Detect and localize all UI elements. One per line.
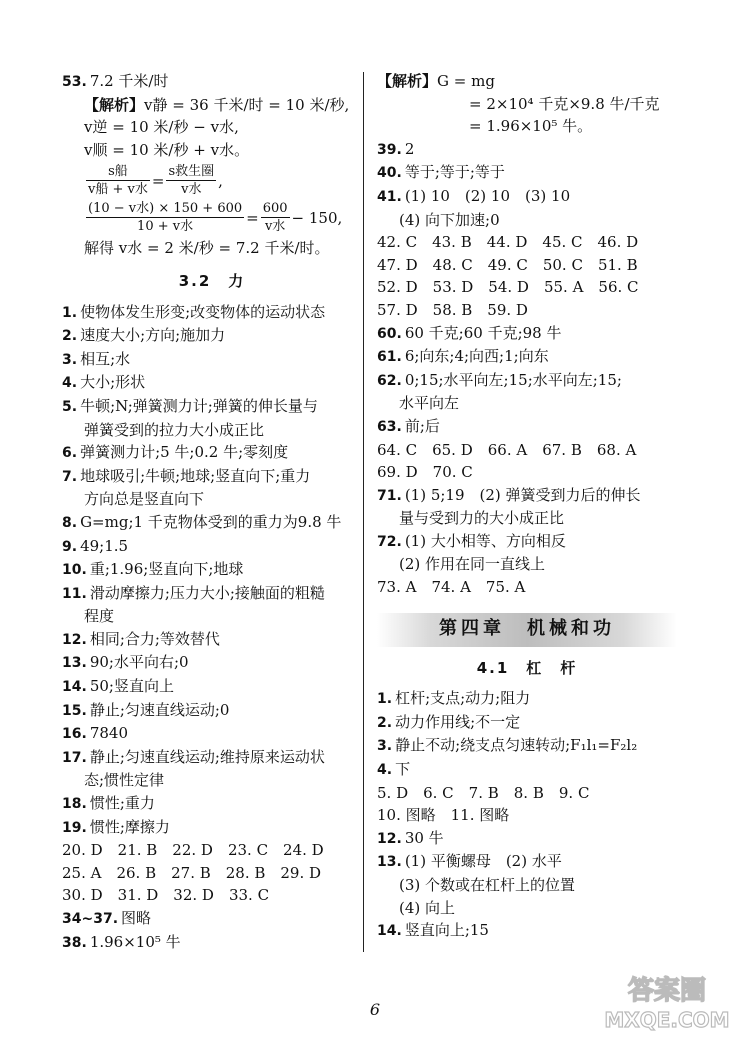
answer-item [377, 161, 677, 185]
right-answer-list [377, 138, 677, 599]
answer-item [377, 254, 677, 277]
question-number: 60. [377, 325, 402, 342]
question-number: 14. [62, 679, 87, 696]
question-number: 61. [377, 349, 402, 366]
denominator: v水 [181, 182, 202, 198]
answer-text: 25. A 26. B 27. B 28. B 29. D [62, 863, 322, 882]
answer-text: 弹簧受到的拉力大小成正比 [84, 420, 265, 439]
answer-text: 水平向左 [399, 394, 460, 413]
answer-text: 7.2 千米/时 [89, 72, 169, 90]
fraction [86, 163, 150, 198]
answer-item [62, 651, 362, 675]
question-number: 39. [377, 141, 402, 158]
answer-item [62, 395, 362, 419]
answer-item [62, 441, 362, 465]
question-number: 1. [62, 304, 78, 321]
analysis-line-1 [62, 94, 362, 117]
question-number: 2. [377, 714, 393, 731]
right-answer-list-2 [377, 687, 677, 943]
question-number: 12. [62, 631, 87, 648]
answer-item [377, 322, 677, 346]
answer-item [377, 758, 677, 782]
answer-text: 64. C 65. D 66. A 67. B 68. A [377, 440, 637, 459]
answer-item [62, 675, 362, 699]
answer-item [377, 782, 677, 805]
denominator: v水 [264, 219, 286, 235]
fraction [166, 163, 216, 198]
analysis-line-4: 解得 v水 = 2 米/秒 = 7.2 千米/时。 [84, 239, 330, 258]
fraction [261, 200, 290, 235]
answer-text: 动力作用线;不一定 [395, 712, 521, 731]
question-number: 10. [62, 562, 87, 579]
answer-text: (4) 向下加速;0 [399, 210, 500, 229]
section-title-4-1: 4.1 杠 杆 [476, 658, 578, 677]
answer-item [377, 897, 677, 920]
answer-text: (1) 大小相等、方向相反 [404, 531, 566, 550]
answer-item [377, 553, 677, 576]
question-number: 15. [62, 702, 87, 719]
answer-text: (1) 10 (2) 10 (3) 10 [404, 186, 571, 205]
answer-text: 49;1.5 [80, 536, 129, 555]
answer-item [62, 511, 362, 535]
answer-item [377, 804, 677, 827]
answer-item [62, 535, 362, 559]
answer-item [377, 874, 677, 897]
numerator: s船 [86, 163, 150, 181]
answer-item [377, 919, 677, 943]
question-number: 4. [377, 762, 393, 779]
answer-item [377, 185, 677, 209]
answer-text: 态;惯性定律 [84, 771, 165, 790]
answer-text: 10. 图略 11. 图略 [377, 806, 510, 825]
answer-text: 惯性;摩擦力 [89, 817, 170, 836]
answer-item [377, 827, 677, 851]
answer-item [377, 392, 677, 415]
question-number: 11. [62, 585, 87, 602]
equation-row-2 [62, 200, 362, 235]
fraction [86, 200, 244, 235]
watermark-text-2: MXQE.COM [604, 1008, 730, 1032]
question-number: 7. [62, 468, 78, 485]
answer-text: 静止;匀速直线运动;0 [89, 700, 230, 719]
answer-item [62, 605, 362, 628]
answer-item [377, 576, 677, 599]
answer-text: 静止;匀速直线运动;维持原来运动状 [89, 747, 325, 766]
answer-item [62, 628, 362, 652]
question-number: 17. [62, 749, 87, 766]
answer-text: 竖直向上;15 [404, 921, 489, 940]
question-number: 4. [62, 375, 78, 392]
watermark-logo [592, 967, 742, 1037]
answer-item [377, 439, 677, 462]
answer-text: (1) 5;19 (2) 弹簧受到力后的伸长 [404, 485, 641, 504]
analysis-38-line-3: = 1.96×10⁵ 牛。 [469, 117, 593, 136]
answer-text: 90;水平向右;0 [89, 653, 189, 672]
answer-item [62, 839, 362, 862]
answer-item [62, 746, 362, 770]
answer-text: 5. D 6. C 7. B 8. B 9. C [377, 783, 590, 802]
question-number: 6. [62, 445, 78, 462]
answer-text: 速度大小;方向;施加力 [80, 326, 226, 345]
column-divider [363, 72, 364, 952]
answer-item [377, 530, 677, 554]
answer-text: 图略 [121, 909, 152, 927]
answer-item [377, 276, 677, 299]
question-number: 16. [62, 726, 87, 743]
answer-item [62, 862, 362, 885]
answer-text: 30. D 31. D 32. D 33. C [62, 886, 270, 905]
question-number: 3. [377, 738, 393, 755]
answer-text: 静止不动;绕支点匀速转动;F₁l₁=F₂l₂ [395, 736, 638, 755]
question-number: 41. [377, 188, 402, 205]
analysis-tag: 【解析】 [84, 95, 145, 114]
answer-item [62, 348, 362, 372]
question-number: 2. [62, 328, 78, 345]
equation-tail: − 150, [291, 208, 343, 227]
answer-text: 7840 [89, 724, 128, 743]
answer-item [62, 301, 362, 325]
answer-text: 滑动摩擦力;压力大小;接触面的粗糙 [89, 583, 325, 602]
answer-item [377, 711, 677, 735]
answer-item [62, 488, 362, 511]
answer-item [377, 138, 677, 162]
answer-text: 20. D 21. B 22. D 23. C 24. D [62, 841, 324, 860]
answer-text: 30 牛 [404, 828, 444, 847]
answer-text: 52. D 53. D 54. D 55. A 56. C [377, 278, 639, 297]
answer-text: 程度 [84, 607, 115, 626]
answer-item [377, 209, 677, 232]
question-number: 13. [377, 854, 402, 871]
answer-item [62, 419, 362, 442]
answer-item [62, 792, 362, 816]
equals-sign: = [246, 208, 259, 227]
equation-row-1 [62, 163, 362, 198]
answer-text: 相互;水 [80, 349, 131, 368]
question-number: 72. [377, 533, 402, 550]
question-number: 3. [62, 351, 78, 368]
question-number: 12. [377, 830, 402, 847]
left-column [62, 70, 362, 954]
question-number: 13. [62, 655, 87, 672]
answer-text: 2 [404, 139, 415, 158]
question-number: 9. [62, 538, 78, 555]
equals-sign: = [151, 171, 165, 190]
answer-text: 地球吸引;牛顿;地球;竖直向下;重力 [80, 466, 311, 485]
answer-item [377, 369, 677, 393]
answer-text: 杠杆;支点;动力;阻力 [395, 689, 531, 708]
denominator: 10 + v水 [137, 219, 194, 235]
answer-item [377, 345, 677, 369]
analysis-text: v静 = 36 千米/时 = 10 米/秒, [144, 95, 350, 114]
chapter-banner: 第四章 机械和功 [377, 613, 677, 647]
answer-item [377, 461, 677, 484]
analysis-tag: 【解析】 [377, 72, 438, 90]
answer-text: 下 [395, 760, 411, 779]
question-number: 38. [62, 934, 87, 951]
answer-text: 1.96×10⁵ 牛 [89, 932, 181, 951]
right-column [377, 70, 677, 943]
question-number: 63. [377, 418, 402, 435]
analysis-line-3: v顺 = 10 米/秒 + v水。 [84, 140, 250, 159]
numerator: s救生圈 [168, 164, 215, 180]
answer-text: 牛顿;N;弹簧测力计;弹簧的伸长量与 [80, 396, 318, 415]
answer-text: 使物体发生形变;改变物体的运动状态 [80, 302, 326, 321]
answer-text: 等于;等于;等于 [404, 163, 505, 182]
answer-text: 73. A 74. A 75. A [377, 578, 526, 597]
answer-text: 大小;形状 [80, 373, 146, 392]
left-answer-list [62, 301, 362, 955]
question-number: 62. [377, 372, 402, 389]
question-number: 40. [377, 165, 402, 182]
numerator: (10 − v水) × 150 + 600 [88, 201, 243, 217]
answer-text: (3) 个数或在杠杆上的位置 [399, 876, 576, 894]
answer-text: 重;1.96;竖直向下;地球 [89, 560, 244, 579]
answer-item [377, 484, 677, 508]
answer-text: 69. D 70. C [377, 463, 473, 482]
analysis-line-2: v逆 = 10 米/秒 − v水, [84, 118, 239, 137]
answer-text: (1) 平衡螺母 (2) 水平 [404, 852, 562, 871]
answer-item [377, 415, 677, 439]
answer-text: G=mg;1 千克物体受到的重力为9.8 牛 [80, 512, 342, 531]
question-number: 8. [62, 514, 78, 531]
page-number: 6 [369, 1000, 381, 1019]
answer-item [62, 582, 362, 606]
answer-text: 0;15;水平向左;15;水平向左;15; [404, 370, 622, 389]
answer-text: (4) 向上 [399, 898, 456, 917]
answer-text: 42. C 43. B 44. D 45. C 46. D [377, 233, 639, 252]
answer-item [377, 299, 677, 322]
answer-item [62, 465, 362, 489]
answer-item [62, 371, 362, 395]
answer-text: (2) 作用在同一直线上 [399, 555, 546, 574]
answer-item [377, 687, 677, 711]
answer-text: 惯性;重力 [89, 794, 155, 813]
answer-53 [62, 70, 362, 94]
answer-text: 弹簧测力计;5 牛;0.2 牛;零刻度 [80, 443, 289, 462]
denominator: v船 + v水 [88, 182, 148, 198]
answer-text: 47. D 48. C 49. C 50. C 51. B [377, 255, 638, 274]
answer-item [62, 769, 362, 792]
question-number: 19. [62, 819, 87, 836]
answer-item [62, 722, 362, 746]
answer-text: 相同;合力;等效替代 [89, 629, 220, 648]
answer-item [377, 850, 677, 874]
answer-text: 6;向东;4;向西;1;向东 [404, 347, 549, 366]
answer-item [62, 884, 362, 907]
analysis-38-line-2: = 2×10⁴ 千克×9.8 牛/千克 [469, 94, 660, 113]
answer-text: 57. D 58. B 59. D [377, 300, 528, 319]
numerator: 600 [262, 201, 288, 217]
watermark-text-1: 答案圈 [627, 976, 707, 1006]
answer-item [377, 507, 677, 530]
answer-text: 量与受到力的大小成正比 [399, 509, 565, 528]
answer-item [62, 907, 362, 931]
answer-item [62, 931, 362, 955]
analysis-text: G = mg [437, 72, 495, 90]
analysis-38-line-1 [377, 70, 677, 93]
answer-text: 60 千克;60 千克;98 牛 [404, 323, 562, 342]
question-number: 34~37. [62, 911, 119, 927]
question-number: 18. [62, 796, 87, 813]
answer-item [377, 734, 677, 758]
comma: , [218, 171, 223, 190]
answer-item [62, 558, 362, 582]
question-number: 71. [377, 487, 402, 504]
answer-text: 方向总是竖直向下 [84, 490, 205, 509]
answer-item [377, 231, 677, 254]
question-number: 5. [62, 398, 78, 415]
section-title-3-2: 3.2 力 [178, 271, 246, 290]
answer-text: 50;竖直向上 [89, 677, 174, 696]
question-number: 1. [377, 691, 393, 708]
answer-text: 前;后 [404, 416, 440, 435]
answer-item [62, 324, 362, 348]
question-number: 14. [377, 923, 402, 940]
answer-item [62, 816, 362, 840]
answer-item [62, 699, 362, 723]
question-number: 53. [62, 74, 87, 90]
